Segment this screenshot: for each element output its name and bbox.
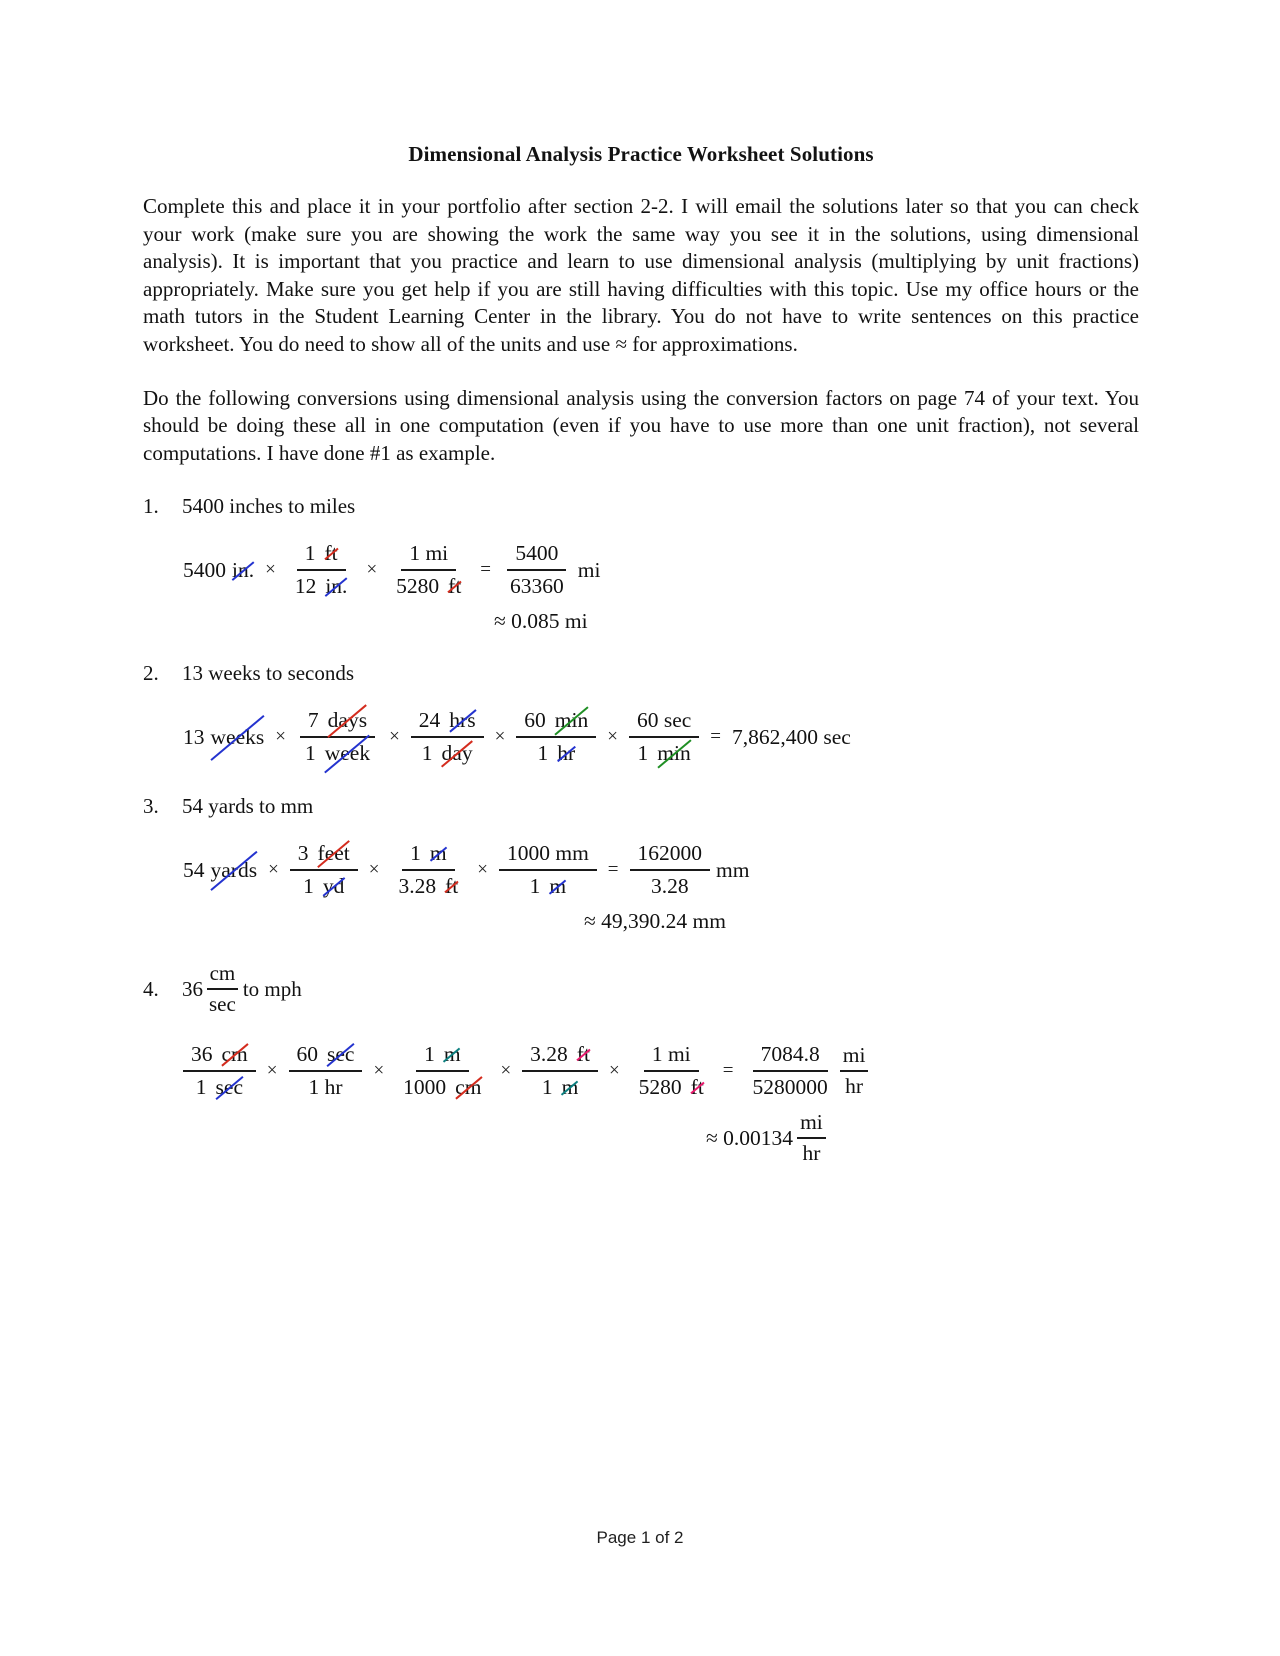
fraction-denominator bbox=[745, 1072, 836, 1101]
math-text: 13 bbox=[183, 724, 205, 749]
math-operator: × bbox=[275, 726, 286, 748]
struck-unit: cm bbox=[455, 1075, 482, 1100]
fraction-numerator bbox=[289, 1041, 363, 1072]
problem-title bbox=[143, 794, 1139, 819]
fraction-denominator bbox=[414, 738, 481, 767]
math-text: sec bbox=[209, 992, 236, 1017]
math-text: 1 bbox=[410, 841, 421, 866]
problem-number: 3. bbox=[143, 794, 159, 819]
problem-title bbox=[143, 494, 1139, 519]
fraction-denominator bbox=[842, 1072, 866, 1099]
problem-title bbox=[143, 961, 1139, 1017]
math-operator: × bbox=[268, 859, 279, 881]
fraction-numerator bbox=[797, 1110, 826, 1139]
struck-unit: m bbox=[549, 874, 567, 899]
fraction-denominator bbox=[630, 738, 699, 767]
problem-title bbox=[143, 661, 1139, 686]
math-operator: = bbox=[710, 726, 722, 748]
math-text: 54 bbox=[183, 857, 205, 882]
math-text: 1000 bbox=[403, 1075, 447, 1100]
struck-unit: yards bbox=[210, 857, 258, 882]
struck-unit: m bbox=[561, 1075, 579, 1100]
struck-unit: ft bbox=[448, 574, 462, 599]
fraction-numerator bbox=[644, 1041, 699, 1072]
equation-1 bbox=[180, 540, 1139, 600]
fraction bbox=[287, 540, 356, 600]
approx-result-3 bbox=[581, 909, 1139, 934]
problem-2 bbox=[143, 661, 1139, 767]
equation-3 bbox=[180, 840, 1139, 900]
struck-unit: weeks bbox=[210, 724, 265, 749]
math-text: 7 bbox=[307, 708, 319, 733]
math-text: 5400 bbox=[183, 557, 226, 582]
math-text: 1 bbox=[195, 1075, 207, 1100]
fraction-numerator bbox=[207, 961, 239, 990]
math-text: 1 bbox=[541, 1075, 553, 1100]
math-text: 1 bbox=[424, 1042, 435, 1067]
math-text: 7,862,400 sec bbox=[732, 724, 851, 749]
math-text: 1 bbox=[303, 874, 314, 899]
problem-label bbox=[180, 794, 315, 819]
fraction-numerator bbox=[300, 707, 375, 738]
math-text: mi bbox=[800, 1110, 823, 1135]
math-operator: = bbox=[607, 859, 619, 881]
fraction-denominator bbox=[529, 738, 583, 767]
math-text: mi bbox=[842, 1043, 866, 1068]
math-text: cm bbox=[209, 961, 236, 986]
fraction bbox=[395, 1041, 489, 1101]
fraction bbox=[290, 840, 358, 900]
math-operator: × bbox=[265, 559, 276, 581]
math-text: 36 bbox=[191, 1042, 213, 1067]
math-operator: × bbox=[366, 559, 378, 581]
struck-unit: hr bbox=[557, 741, 576, 766]
fraction-denominator bbox=[188, 1072, 251, 1101]
math-text: 7084.8 bbox=[760, 1042, 820, 1067]
struck-unit: ft bbox=[324, 541, 338, 566]
struck-unit: hrs bbox=[449, 708, 476, 733]
fraction-numerator bbox=[629, 707, 699, 738]
fraction-numerator bbox=[630, 840, 711, 871]
fraction bbox=[631, 1041, 712, 1101]
math-text: 1 bbox=[421, 741, 433, 766]
fraction bbox=[745, 1041, 836, 1101]
struck-unit: in. bbox=[325, 574, 348, 599]
math-operator: × bbox=[373, 1060, 385, 1082]
problem-label bbox=[180, 661, 356, 686]
fraction-numerator bbox=[401, 540, 456, 571]
unit-fraction bbox=[840, 1043, 869, 1099]
math-text: 3.28 bbox=[650, 874, 689, 899]
math-text: ≈ 0.085 mi bbox=[494, 609, 588, 634]
fraction-numerator bbox=[297, 540, 346, 571]
fraction bbox=[183, 1041, 256, 1101]
math-operator: × bbox=[494, 726, 506, 748]
page-content bbox=[143, 142, 1139, 1166]
math-text: 5400 bbox=[515, 541, 559, 566]
struck-unit: days bbox=[327, 708, 368, 733]
problem-number: 4. bbox=[143, 976, 159, 1001]
fraction bbox=[630, 840, 711, 900]
math-text: 60 bbox=[524, 708, 546, 733]
fraction-denominator bbox=[522, 871, 574, 900]
struck-unit: sec bbox=[215, 1075, 243, 1100]
math-text: 1 bbox=[304, 741, 316, 766]
fraction-numerator bbox=[402, 840, 454, 871]
fraction bbox=[297, 707, 378, 767]
struck-unit: sec bbox=[327, 1042, 355, 1067]
problems-list bbox=[143, 494, 1139, 1166]
math-operator: × bbox=[607, 726, 618, 748]
fraction-denominator bbox=[206, 990, 239, 1017]
fraction-numerator bbox=[411, 707, 484, 738]
problem-3 bbox=[143, 794, 1139, 934]
struck-unit: week bbox=[324, 741, 371, 766]
math-text: 1 mi bbox=[409, 541, 449, 566]
math-text: hr bbox=[802, 1141, 821, 1166]
intro-paragraph-2: Do the following conversions using dimensional analysis using the conversion factors on page 74 of your text. You should be doing these all in one computation (even if you have to use more than one unit fraction), not several computations. I have done #1 as example. bbox=[143, 385, 1139, 465]
math-text: 63360 bbox=[510, 574, 564, 599]
unit-fraction bbox=[797, 1110, 826, 1166]
fraction bbox=[390, 840, 466, 900]
struck-unit: min bbox=[657, 741, 691, 766]
struck-unit: ft bbox=[445, 874, 459, 899]
struck-unit: m bbox=[443, 1042, 461, 1067]
math-text: 1 bbox=[637, 741, 649, 766]
math-text: 1000 mm bbox=[506, 841, 589, 866]
fraction-denominator bbox=[297, 738, 378, 767]
fraction-numerator bbox=[290, 840, 358, 871]
fraction bbox=[388, 540, 469, 600]
math-text: mm bbox=[716, 857, 750, 882]
math-text: to mph bbox=[242, 976, 302, 1001]
page-number-footer: Page 1 of 2 bbox=[596, 1528, 684, 1547]
math-text: 5280 bbox=[638, 1075, 682, 1100]
fraction bbox=[499, 840, 597, 900]
math-operator: × bbox=[389, 726, 400, 748]
math-operator: × bbox=[368, 859, 380, 881]
math-text: 36 bbox=[182, 976, 203, 1001]
fraction bbox=[629, 707, 699, 767]
math-operator: = bbox=[722, 1060, 734, 1082]
fraction bbox=[502, 540, 572, 600]
fraction-denominator bbox=[300, 1072, 350, 1101]
fraction-denominator bbox=[799, 1139, 823, 1166]
math-operator: = bbox=[480, 559, 492, 581]
approx-result-1 bbox=[491, 609, 1139, 634]
math-text: 1 bbox=[529, 874, 541, 899]
math-text: 1 hr bbox=[308, 1075, 343, 1100]
struck-unit: min bbox=[554, 708, 589, 733]
math-operator: × bbox=[608, 1060, 620, 1082]
approx-result-4 bbox=[703, 1110, 1139, 1166]
fraction bbox=[289, 1041, 363, 1101]
math-text: 12 bbox=[294, 574, 317, 599]
math-operator: × bbox=[266, 1060, 278, 1082]
struck-unit: cm bbox=[221, 1042, 248, 1067]
fraction-denominator bbox=[388, 571, 469, 600]
fraction bbox=[516, 707, 596, 767]
fraction-denominator bbox=[631, 1072, 712, 1101]
struck-unit: in. bbox=[232, 557, 255, 582]
fraction-numerator bbox=[516, 707, 596, 738]
math-text: 60 sec bbox=[636, 708, 692, 733]
unit-fraction bbox=[206, 961, 239, 1017]
math-text: ≈ 0.00134 bbox=[706, 1125, 794, 1150]
fraction-denominator bbox=[295, 871, 352, 900]
fraction-numerator bbox=[840, 1043, 869, 1072]
fraction-denominator bbox=[534, 1072, 586, 1101]
fraction-denominator bbox=[287, 571, 356, 600]
problem-label bbox=[180, 961, 304, 1017]
document-title: Dimensional Analysis Practice Worksheet Solutions bbox=[408, 142, 874, 166]
problem-number: 2. bbox=[143, 661, 159, 686]
problem-1 bbox=[143, 494, 1139, 634]
math-operator: × bbox=[477, 859, 488, 881]
math-operator: × bbox=[500, 1060, 512, 1082]
math-text: 24 bbox=[418, 708, 441, 733]
math-text: 1 bbox=[537, 741, 549, 766]
struck-unit: yd bbox=[322, 874, 345, 899]
fraction-denominator bbox=[395, 1072, 489, 1101]
math-text: 3.28 bbox=[398, 874, 437, 899]
math-text: hr bbox=[845, 1074, 864, 1099]
math-text: 162000 bbox=[637, 841, 703, 866]
fraction-numerator bbox=[753, 1041, 828, 1072]
math-text: ≈ 49,390.24 mm bbox=[584, 909, 726, 934]
equation-2 bbox=[180, 707, 1139, 767]
math-text: 54 yards to mm bbox=[182, 794, 314, 819]
fraction-numerator bbox=[183, 1041, 256, 1072]
math-text: 3.28 bbox=[530, 1042, 568, 1067]
struck-unit: day bbox=[441, 741, 473, 766]
math-text: 60 bbox=[296, 1042, 318, 1067]
math-text: 13 weeks to seconds bbox=[182, 661, 355, 686]
fraction bbox=[411, 707, 484, 767]
math-text: 3 bbox=[297, 841, 309, 866]
fraction-denominator bbox=[390, 871, 466, 900]
struck-unit: ft bbox=[690, 1075, 704, 1100]
problem-label bbox=[180, 494, 357, 519]
math-text: mi bbox=[577, 557, 601, 582]
problem-number: 1. bbox=[143, 494, 159, 519]
math-text: 1 bbox=[304, 541, 316, 566]
fraction-numerator bbox=[522, 1041, 598, 1072]
intro-paragraph-1: Complete this and place it in your portfolio after section 2-2. I will email the solutions later so that you can check your work (make sure you are showing the work the same way you see it in the solutions, using dimensional analysis). It is important that you practice and learn to use dimensional analysis (multiplying by unit fractions) appropriately. Make sure you get help if you are still having difficulties with this topic. Use my office hours or the math tutors in the Student Learning Center in the library. You do not have to write sentences on this practice worksheet. You do need to show all of the units and use ≈ for approximations. bbox=[143, 194, 1139, 356]
math-text: 5400 inches to miles bbox=[182, 494, 356, 519]
struck-unit: feet bbox=[317, 841, 350, 866]
fraction bbox=[522, 1041, 598, 1101]
fraction-denominator bbox=[643, 871, 697, 900]
fraction-numerator bbox=[416, 1041, 468, 1072]
math-text: 5280000 bbox=[752, 1075, 828, 1100]
math-text: 1 mi bbox=[651, 1042, 691, 1067]
fraction-numerator bbox=[507, 540, 566, 571]
equation-4 bbox=[180, 1041, 1139, 1101]
math-text: 5280 bbox=[396, 574, 440, 599]
struck-unit: ft bbox=[576, 1042, 590, 1067]
problem-4 bbox=[143, 961, 1139, 1166]
fraction-denominator bbox=[502, 571, 572, 600]
struck-unit: m bbox=[429, 841, 447, 866]
fraction-numerator bbox=[499, 840, 597, 871]
